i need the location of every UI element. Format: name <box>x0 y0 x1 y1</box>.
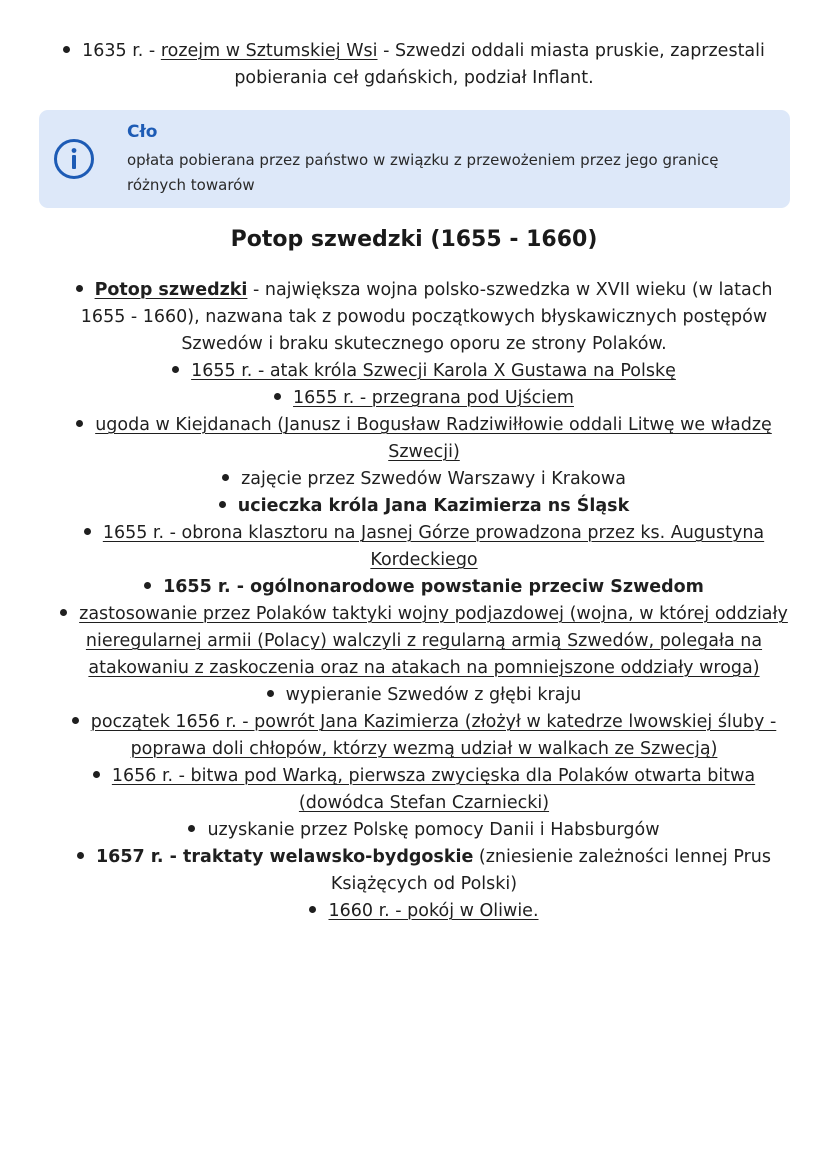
bullet-icon <box>172 366 179 373</box>
bullet-icon <box>72 717 79 724</box>
bullet-icon <box>60 609 67 616</box>
list-item <box>55 898 793 925</box>
item-underlined: zastosowanie przez Polaków taktyki wojny podjazdowej (wojna, w której oddziały nieregularnej armii (Polacy) walczyli z regularną armią Szwedów, polegała na atakowaniu z zaskoczenia oraz na atakach na pomniejszone oddziały wroga) <box>79 604 788 678</box>
bullet-icon <box>309 906 316 913</box>
bullet-icon <box>222 474 229 481</box>
definition-box <box>39 110 790 208</box>
bullet-icon <box>76 285 83 292</box>
bullet-icon <box>267 690 274 697</box>
item-text: - Szwedzi oddali miasta pruskie, zaprzestali pobierania ceł gdańskich, podział Inflant. <box>234 41 765 88</box>
list-item <box>55 844 793 898</box>
bullet-icon <box>188 825 195 832</box>
list-item <box>55 601 793 682</box>
section-title: Potop szwedzki (1655 - 1660) <box>230 227 598 252</box>
info-icon <box>53 138 95 180</box>
item-text: zajęcie przez Szwedów Warszawy i Krakowa <box>241 469 626 489</box>
item-text: uzyskanie przez Polskę pomocy Danii i Habsburgów <box>207 820 660 840</box>
item-underlined: 1655 r. - obrona klasztoru na Jasnej Górze prowadzona przez ks. Augustyna Kordeckiego <box>102 523 765 570</box>
item-term: Potop szwedzki <box>94 280 248 300</box>
item-text: (zniesienie zależności lennej Prus Książęcych od Polski) <box>330 847 771 894</box>
item-underlined: ugoda w Kiejdanach (Janusz i Bogusław Radziwiłłowie oddali Litwę we władzę Szwecji) <box>95 415 772 462</box>
list-item <box>55 493 793 520</box>
list-item <box>55 763 793 817</box>
bullet-icon <box>76 420 83 427</box>
item-underlined: 1655 r. - przegrana pod Ujściem <box>293 388 574 408</box>
bullet-icon <box>93 771 100 778</box>
list-item <box>55 385 793 412</box>
bullet-icon <box>84 528 91 535</box>
bullet-icon <box>219 501 226 508</box>
definition-text: opłata pobierana przez państwo w związku z przewożeniem przez jego granicę różnych towarów <box>127 151 719 194</box>
item-underlined: rozejm w Sztumskiej Wsi <box>160 41 378 61</box>
list-item <box>55 817 793 844</box>
item-underlined: 1660 r. - pokój w Oliwie. <box>328 901 539 921</box>
bullet-icon <box>144 582 151 589</box>
item-underlined: początek 1656 r. - powrót Jana Kazimierza (złożył w katedrze lwowskiej śluby - poprawa doli chłopów, którzy wezmą udział w walkach ze Szwecją) <box>90 712 777 759</box>
item-bold: ucieczka króla Jana Kazimierza ns Śląsk <box>237 496 630 516</box>
list-item <box>55 412 793 466</box>
item-prefix: 1635 r. - <box>82 41 161 61</box>
list-item <box>55 277 793 358</box>
list-item <box>55 709 793 763</box>
item-underlined: 1655 r. - atak króla Szwecji Karola X Gustawa na Polskę <box>191 361 676 381</box>
list-item <box>60 38 768 92</box>
list-item <box>55 682 793 709</box>
item-bold: 1657 r. - traktaty welawsko-bydgoskie <box>96 847 474 867</box>
top-list <box>60 38 768 92</box>
bullet-icon <box>274 393 281 400</box>
list-item <box>55 358 793 385</box>
item-underlined: 1656 r. - bitwa pod Warką, pierwsza zwycięska dla Polaków otwarta bitwa (dowódca Stefan Czarniecki) <box>111 766 756 813</box>
definition-title: Cło <box>127 122 158 142</box>
item-bold: 1655 r. - ogólnonarodowe powstanie przeciw Szwedom <box>163 577 704 597</box>
list-item <box>55 466 793 493</box>
list-item <box>55 520 793 574</box>
bullet-icon <box>77 852 84 859</box>
main-list <box>55 277 793 925</box>
list-item <box>55 574 793 601</box>
bullet-icon <box>63 46 70 53</box>
item-text: wypieranie Szwedów z głębi kraju <box>285 685 582 705</box>
item-text: - największa wojna polsko-szwedzka w XVII wieku (w latach 1655 - 1660), nazwana tak z powodu początkowych błyskawicznych postępów Szwedów i braku skutecznego oporu ze strony Polaków. <box>80 280 773 354</box>
